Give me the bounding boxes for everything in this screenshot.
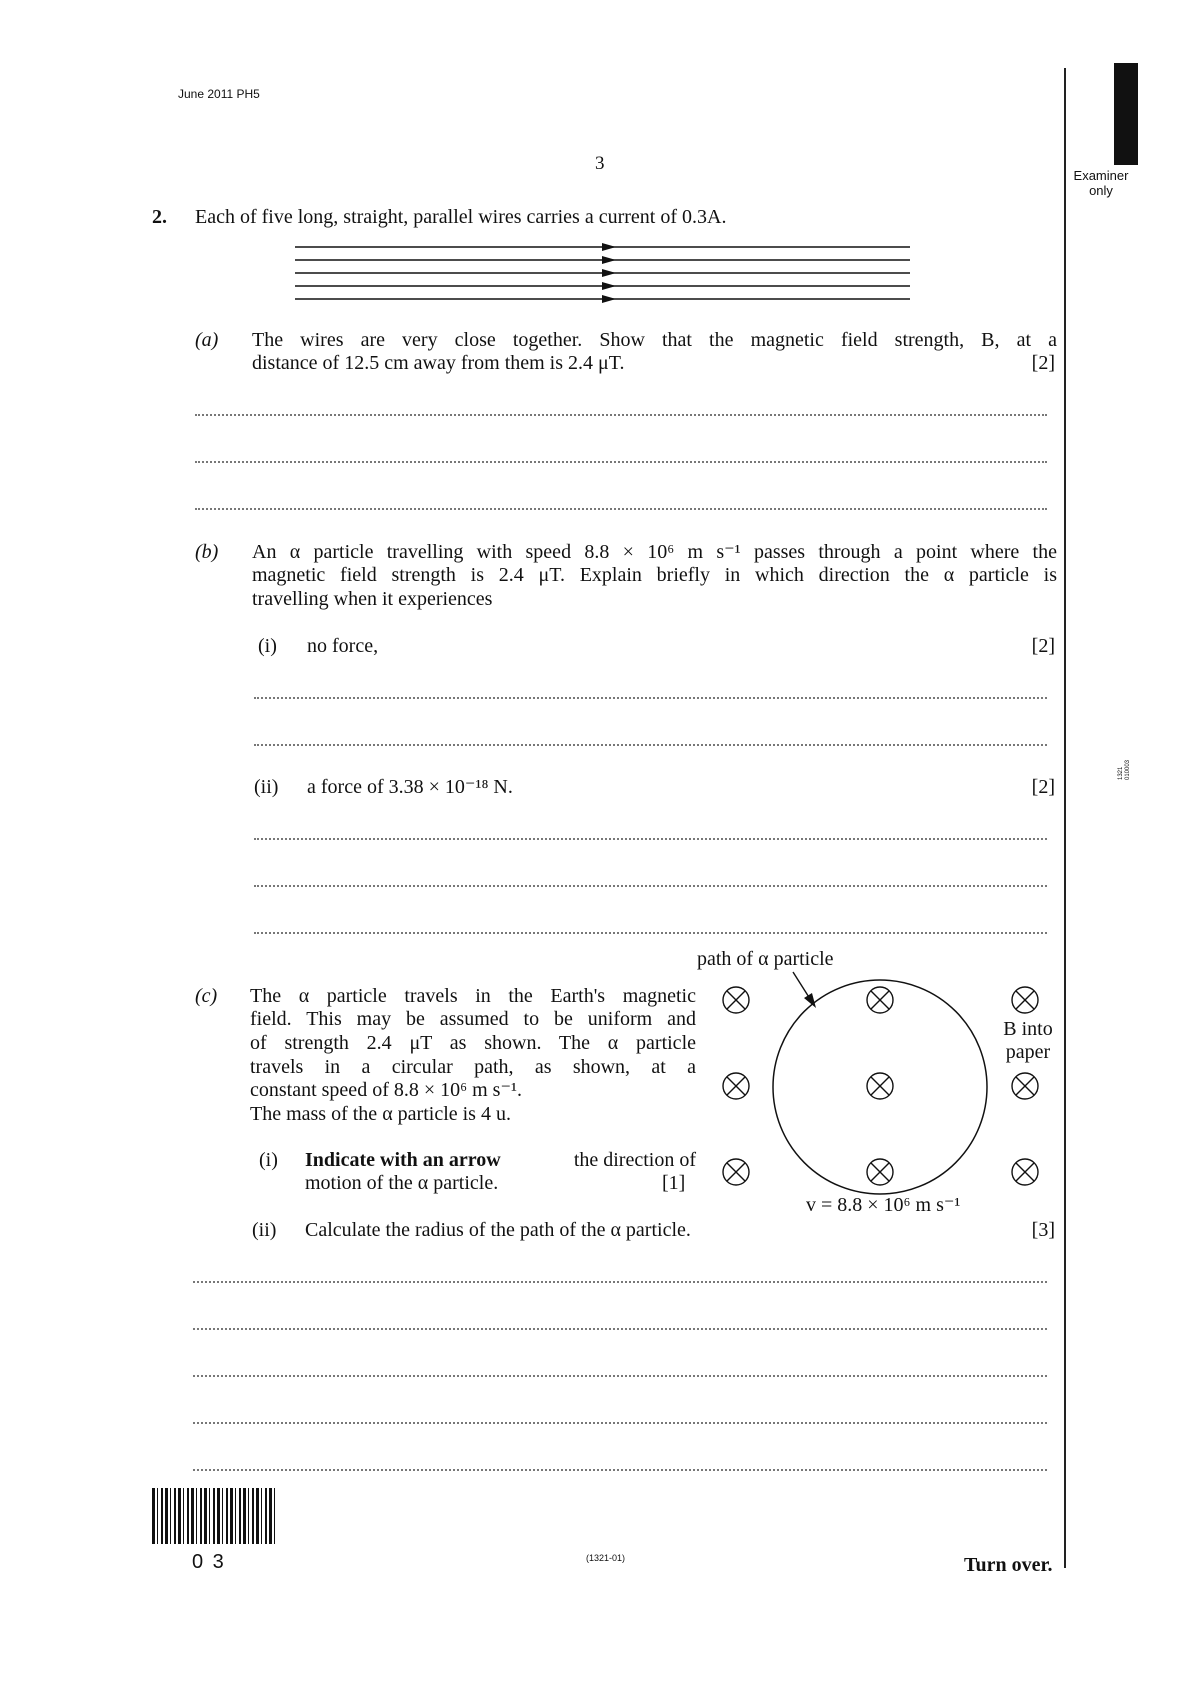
field-into-paper-icon	[723, 1073, 749, 1099]
field-into-paper-icon	[867, 1073, 893, 1099]
part-c-i-bold: Indicate with an arrow	[305, 1149, 501, 1171]
question-stem: Each of five long, straight, parallel wires carries a current of 0.3A.	[195, 206, 727, 228]
answer-line[interactable]	[254, 697, 1047, 699]
answer-line[interactable]	[254, 838, 1047, 840]
answer-line[interactable]	[193, 1469, 1047, 1471]
part-c-line3: of strength 2.4 μT as shown. The α particle	[250, 1032, 696, 1054]
turn-over: Turn over.	[964, 1554, 1053, 1576]
part-a-line2: distance of 12.5 cm away from them is 2.4 μT.	[252, 352, 625, 374]
path-label: path of α particle	[697, 948, 834, 970]
margin-rule	[1064, 68, 1066, 1568]
answer-line[interactable]	[195, 461, 1047, 463]
answer-line[interactable]	[254, 885, 1047, 887]
field-into-paper-icon	[1012, 987, 1038, 1013]
answer-line[interactable]	[193, 1281, 1047, 1283]
part-a-line1: The wires are very close together. Show that the magnetic field strength, B, at a	[252, 329, 1057, 351]
part-b-ii-label: (ii)	[254, 776, 279, 798]
part-b-line2: magnetic field strength is 2.4 μT. Explain briefly in which direction the α particle is	[252, 564, 1057, 586]
part-c-i-label: (i)	[259, 1149, 278, 1171]
part-c-i-marks: [1]	[662, 1172, 686, 1194]
exam-header: June 2011 PH5	[178, 87, 260, 101]
part-c-ii-marks: [3]	[1031, 1219, 1055, 1241]
field-into-paper-icon	[723, 987, 749, 1013]
field-into-paper-icon	[723, 1159, 749, 1185]
part-c-i-rest: the direction of	[573, 1149, 696, 1171]
side-code: 1321 010003	[1118, 759, 1131, 780]
part-c-i-line1	[305, 1149, 696, 1172]
page-marker-block	[1114, 63, 1138, 165]
answer-line[interactable]	[193, 1328, 1047, 1330]
part-c-line1: The α particle travels in the Earth's magnetic	[250, 985, 696, 1007]
part-b-ii-marks: [2]	[1031, 776, 1055, 798]
part-c-ii-label: (ii)	[252, 1219, 277, 1241]
b-field-label: B into paper	[1003, 1018, 1053, 1063]
part-c-line2: field. This may be assumed to be uniform and	[250, 1008, 696, 1030]
part-b-label: (b)	[195, 541, 219, 563]
part-b-ii-text: a force of 3.38 × 10⁻¹⁸ N.	[307, 776, 513, 798]
part-c-line6: The mass of the α particle is 4 u.	[250, 1103, 511, 1125]
part-b-i-marks: [2]	[1031, 635, 1055, 657]
current-arrow-icons	[602, 243, 616, 303]
answer-line[interactable]	[193, 1375, 1047, 1377]
part-b-i-label: (i)	[258, 635, 277, 657]
part-b-i-text: no force,	[307, 635, 379, 657]
part-c-i-line2: motion of the α particle.	[305, 1172, 499, 1194]
answer-line[interactable]	[193, 1422, 1047, 1424]
part-a-marks: [2]	[1031, 352, 1055, 374]
magnetic-field-diagram	[690, 950, 1060, 1220]
part-b-line1: An α particle travelling with speed 8.8 × 10⁶ m s⁻¹ passes through a point where the	[252, 541, 1057, 563]
examiner-only-label: Examiner only	[1073, 168, 1129, 198]
barcode	[152, 1488, 278, 1544]
part-c-label: (c)	[195, 985, 218, 1007]
part-c-ii-text: Calculate the radius of the path of the α particle.	[305, 1219, 691, 1241]
field-into-paper-icons	[723, 987, 1038, 1185]
field-into-paper-icon	[1012, 1159, 1038, 1185]
part-b-line3: travelling when it experiences	[252, 588, 493, 610]
paper-code: (1321-01)	[586, 1553, 626, 1563]
field-into-paper-icon	[867, 987, 893, 1013]
speed-label: v = 8.8 × 10⁶ m s⁻¹	[806, 1194, 961, 1216]
part-c-line5: constant speed of 8.8 × 10⁶ m s⁻¹.	[250, 1079, 522, 1101]
question-number: 2.	[152, 206, 167, 228]
answer-line[interactable]	[195, 414, 1047, 416]
barcode-digits: 0 3	[192, 1551, 226, 1573]
page-number: 3	[595, 153, 605, 174]
part-c-line4: travels in a circular path, as shown, at a	[250, 1056, 696, 1078]
field-into-paper-icon	[867, 1159, 893, 1185]
parallel-wires-diagram	[290, 238, 915, 306]
answer-line[interactable]	[195, 508, 1047, 510]
field-into-paper-icon	[1012, 1073, 1038, 1099]
part-a-label: (a)	[195, 329, 219, 351]
answer-line[interactable]	[254, 744, 1047, 746]
answer-line[interactable]	[254, 932, 1047, 934]
